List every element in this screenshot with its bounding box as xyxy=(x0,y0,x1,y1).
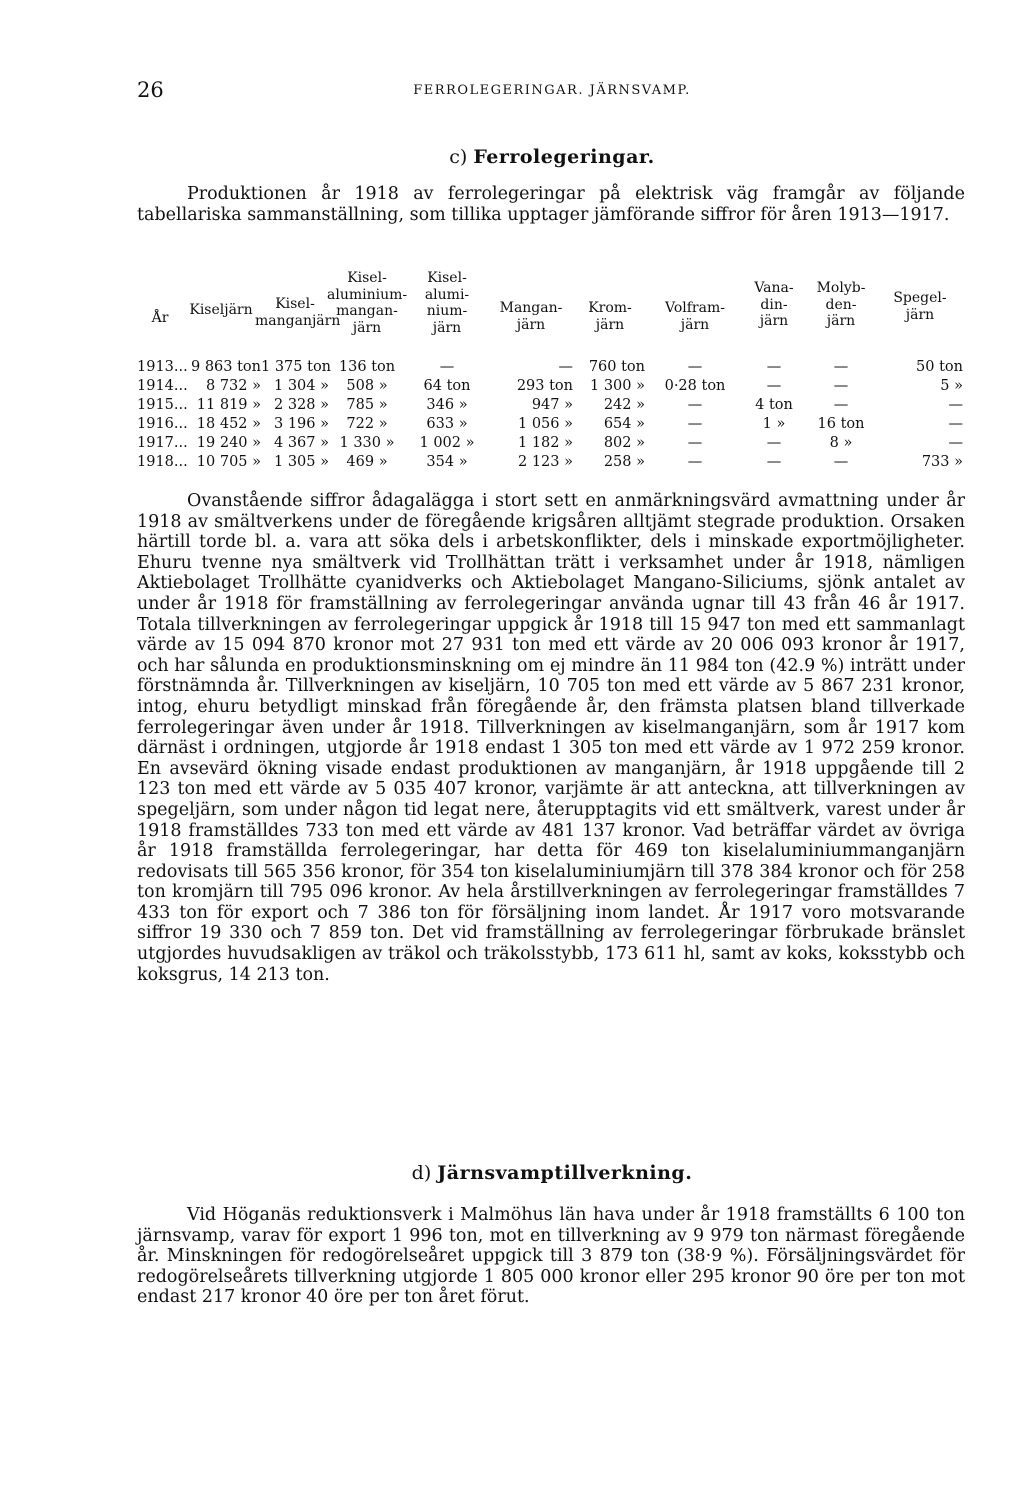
table-cell: 258 » xyxy=(603,454,645,470)
table-cell: — xyxy=(948,416,963,432)
table-header: År xyxy=(151,310,169,326)
table-cell: 293 ton xyxy=(516,378,573,394)
table-cell: 11 819 » xyxy=(196,397,261,413)
table-row-year: 1917... xyxy=(137,435,188,451)
table-cell: 4 ton xyxy=(755,397,793,413)
section-d-label: d) xyxy=(411,1162,432,1184)
table-cell: 1 056 » xyxy=(518,416,573,432)
table-row-year: 1914... xyxy=(137,378,188,394)
running-title: FERROLEGERINGAR. JÄRNSVAMP. xyxy=(413,83,691,98)
table-header: Molyb- den- järn xyxy=(816,280,866,329)
table-header: Kisel- alumi- nium- järn xyxy=(424,270,470,336)
table-cell: 5 » xyxy=(940,378,963,394)
section-d-title: Järnsvamptillverkning. xyxy=(437,1162,693,1184)
table-cell: — xyxy=(833,359,849,375)
table-cell: 722 » xyxy=(346,416,388,432)
table-row-year: 1916... xyxy=(137,416,188,432)
table-cell: 354 » xyxy=(426,454,468,470)
table-cell: 8 » xyxy=(829,435,853,451)
table-cell: — xyxy=(948,397,963,413)
table-cell: — xyxy=(833,454,849,470)
table-cell: 508 » xyxy=(346,378,388,394)
section-c-label: c) xyxy=(449,146,468,168)
table-cell: — xyxy=(766,454,782,470)
table-cell: — xyxy=(687,454,703,470)
table-header: Vana- din- järn xyxy=(754,280,794,329)
table-cell: — xyxy=(833,397,849,413)
table-cell: 785 » xyxy=(346,397,388,413)
table-header: Kisel- aluminium- mangan- järn xyxy=(327,270,408,336)
table-row-year: 1913... xyxy=(137,359,188,375)
table-header: Kisel- manganjärn xyxy=(255,296,341,329)
table-header: Volfram- järn xyxy=(665,300,725,333)
table-cell: — xyxy=(687,359,703,375)
table-cell: — xyxy=(766,435,782,451)
section-d-heading xyxy=(137,1162,967,1184)
table-row-year: 1915... xyxy=(137,397,188,413)
table-cell: 1 002 » xyxy=(419,435,475,451)
table-cell: 18 452 » xyxy=(196,416,261,432)
section-d-body: Vid Höganäs reduktionsverk i Malmöhus län hava under år 1918 framställts 6 100 ton järnsvamp, varav för export 1 996 ton, mot en tillverkning av 9 979 ton närmast föregående år. Minskningen för redogörelseåret uppgick till 3 879 ton (38·9 %). Försäljningsvärdet för redogörelseårets tillverkning utgjorde 1 805 000 kronor eller 295 kronor 90 öre per ton mot endast 217 kronor 40 öre per ton året förut. xyxy=(137,1205,965,1308)
section-c-body: Ovanstående siffror ådagalägga i stort sett en anmärkningsvärd avmattning under år 1918 av smältverkens under de föregående krigsåren alltjämt stegrade produktion. Orsaken härtill torde bl. a. vara att söka dels i arbetskonflikter, dels i minskade exportmöjligheter. Ehuru tvenne nya smältverk vid Trollhättan trätt i verksamhet under år 1918, nämligen Aktiebolaget Trollhätte cyanidverks och Aktiebolaget Mangano-Siliciums, sjönk antalet av under år 1918 för framställning av ferrolegeringar använda ugnar till 43 från 46 år 1917. Totala tillverkningen av ferrolegeringar uppgick år 1918 till 15 947 ton med ett sammanlagt värde av 15 094 870 kronor mot 27 931 ton med ett värde av 20 006 093 kronor år 1917, och har sålunda en produktionsminskning om ej mindre än 11 984 ton (42.9 %) inträtt under förstnämnda år. Tillverkningen av kiseljärn, 10 705 ton med ett värde av 5 867 231 kronor, intog, ehuru betydligt minskad från föregående år, den främsta platsen bland tillverkade ferrolegeringar även under år 1918. Tillverkningen av kiselmanganjärn, som år 1917 kom därnäst i ordningen, utgjorde år 1918 endast 1 305 ton med ett värde av 1 972 259 kronor. En avsevärd ökning visade endast produktionen av manganjärn, år 1918 uppgående till 2 123 ton med ett värde av 5 035 407 kronor, varjämte är att anteckna, att tillverkningen av spegeljärn, som under någon tid legat nere, återupptagits vid ett smältverk, varest under år 1918 framställdes 733 ton med ett värde av 481 137 kronor. Vad beträffar värdet av övriga år 1918 framställda ferrolegeringar, har detta för 469 ton kiselaluminiummanganjärn redovisats till 565 356 kronor, för 354 ton kiselaluminiumjärn till 378 384 kronor och för 258 ton kromjärn till 795 096 kronor. Av hela årstillverkningen av ferrolegeringar framställdes 7 433 ton för export och 7 386 ton för försäljning inom landet. År 1917 voro motsvarande siffror 19 330 och 7 859 ton. Det vid framställning av ferrolegeringar förbrukade bränslet utgjordes huvudsakligen av träkol och träkolsstybb, 173 611 hl, samt av koks, koksstybb och koksgrus, 14 213 ton. xyxy=(137,491,965,985)
table-cell: — xyxy=(687,435,703,451)
table-cell: 2 123 » xyxy=(518,454,573,470)
table-cell: — xyxy=(833,378,849,394)
table-cell: — xyxy=(439,359,455,375)
section-c-intro: Produktionen år 1918 av ferrolegeringar på elektrisk väg framgår av följande tabellariska sammanställning, som tillika upptager jämförande siffror för åren 1913—1917. xyxy=(137,184,965,225)
table-cell: 136 ton xyxy=(338,359,396,375)
table-cell: 760 ton xyxy=(588,359,645,375)
table-cell: 947 » xyxy=(531,397,573,413)
table-header: Spegel- järn xyxy=(893,290,947,323)
table-cell: 9 863 ton xyxy=(190,359,261,375)
table-cell: 10 705 » xyxy=(196,454,261,470)
table-row-year: 1918... xyxy=(137,454,188,470)
table-cell: 654 » xyxy=(603,416,645,432)
table-cell: 2 328 » xyxy=(274,397,329,413)
table-cell: — xyxy=(766,359,782,375)
page-number: 26 xyxy=(137,78,164,102)
page-header xyxy=(137,78,967,104)
table-cell: 469 » xyxy=(346,454,388,470)
table-header: Kiseljärn xyxy=(189,302,253,318)
table-cell: — xyxy=(766,378,782,394)
table-cell: 242 » xyxy=(603,397,645,413)
ferroalloy-production-table xyxy=(137,270,967,480)
table-cell: 1 » xyxy=(762,416,786,432)
table-cell: 0·28 ton xyxy=(664,378,726,394)
table-cell: 1 305 » xyxy=(274,454,329,470)
table-cell: 19 240 » xyxy=(196,435,261,451)
table-cell: 346 » xyxy=(426,397,468,413)
section-c-heading xyxy=(137,146,967,168)
table-header: Mangan- järn xyxy=(499,300,563,333)
table-cell: 1 375 ton xyxy=(261,359,332,375)
table-cell: 16 ton xyxy=(817,416,865,432)
table-cell: 1 304 » xyxy=(274,378,329,394)
table-cell: 1 182 » xyxy=(518,435,573,451)
table-cell: 64 ton xyxy=(423,378,471,394)
table-cell: 1 330 » xyxy=(339,435,395,451)
section-c-title: Ferrolegeringar. xyxy=(473,146,655,168)
table-cell: 802 » xyxy=(603,435,645,451)
table-header: Krom- järn xyxy=(588,300,632,333)
table-cell: 4 367 » xyxy=(274,435,329,451)
table-cell: — xyxy=(687,397,703,413)
table-cell: — xyxy=(687,416,703,432)
table-cell: — xyxy=(948,435,963,451)
table-cell: 633 » xyxy=(426,416,468,432)
table-cell: 1 300 » xyxy=(590,378,645,394)
table-cell: 8 732 » xyxy=(206,378,261,394)
table-cell: 733 » xyxy=(921,454,963,470)
table-cell: 50 ton xyxy=(916,359,963,375)
table-cell: 3 196 » xyxy=(274,416,329,432)
table-cell: — xyxy=(558,359,573,375)
